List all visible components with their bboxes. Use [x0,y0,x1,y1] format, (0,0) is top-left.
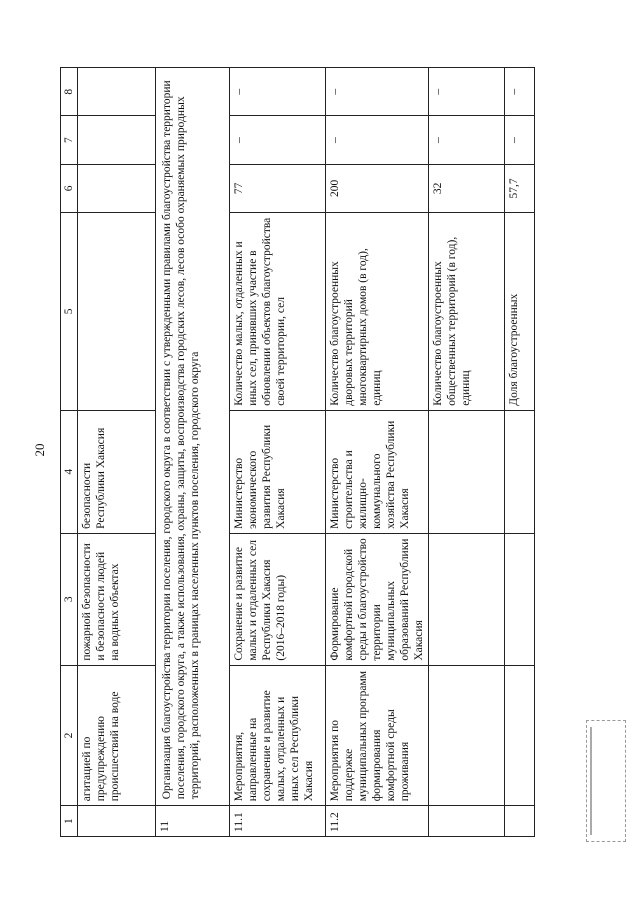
value-cell: – [326,68,429,116]
value-cell [78,116,156,164]
executor-cell: Министерство строительства и жилищно-коммунального хозяйства Республики Хакасия [326,410,429,533]
value-cell: – [505,68,535,116]
header-cell: 4 [61,410,78,533]
rotated-table-container [60,67,580,837]
table-row [505,68,535,837]
indicator-cell: Количество малых, отдаленных и иных сел, принявших участие в обновлении объектов благоустройства своей территории, сел [230,213,326,411]
table-row [230,68,326,837]
value-cell: – [230,116,326,164]
indicator-cell: Количество благоустроенных общественных территорий (в год), единиц [429,213,505,411]
measure-cell: агитацией по предупреждению происшествий на воде [78,665,156,806]
row-number [429,806,505,837]
value-cell [78,164,156,212]
value-cell: – [230,68,326,116]
value-cell: 200 [326,164,429,212]
table-row [429,68,505,837]
executor-cell: Министерство экономического развития Республики Хакасия [230,410,326,533]
header-cell: 3 [61,533,78,665]
value-cell: 32 [429,164,505,212]
table-row [78,68,156,837]
row-number: 11 [156,806,230,837]
header-cell: 1 [61,806,78,837]
executor-cell [429,410,505,533]
row-number: 11.1 [230,806,326,837]
header-cell: 5 [61,213,78,411]
indicator-cell: Доля благоустроенных [505,213,535,411]
value-cell: 77 [230,164,326,212]
program-cell: пожарной безопасности и безопасности людей на водных объектах [78,533,156,665]
program-cell: Формирование комфортной городской среды и благоустройство территории муниципальных образований Республики Хакасия [326,533,429,665]
row-number: 11.2 [326,806,429,837]
measure-cell: Мероприятия, направленные на сохранение и развитие малых, отдаленных и иных сел Республики Хакасия [230,665,326,806]
value-cell: 57,7 [505,164,535,212]
value-cell: – [429,116,505,164]
header-cell: 2 [61,665,78,806]
page-number: 20 [32,443,47,457]
executor-cell [505,410,535,533]
value-cell: – [505,116,535,164]
indicator-table [60,67,535,837]
measure-cell [429,665,505,806]
table-row [326,68,429,837]
header-row [61,68,78,837]
measure-cell [505,665,535,806]
indicator-cell [78,213,156,411]
value-cell: – [429,68,505,116]
row-number [505,806,535,837]
header-cell: 6 [61,164,78,212]
program-cell [429,533,505,665]
program-cell: Сохранение и развитие малых и отдаленных сел Республики Хакасия (2016–2018 годы) [230,533,326,665]
measure-cell: Мероприятия по поддержке муниципальных программ формирования комфортной среды проживания [326,665,429,806]
header-cell: 8 [61,68,78,116]
program-cell [505,533,535,665]
header-cell: 7 [61,116,78,164]
value-cell [78,68,156,116]
executor-cell: безопасности Республики Хакасия [78,410,156,533]
stamp-mark [586,720,626,842]
section-title: Организация благоустройства территории поселения, городского округа в соответствии с утвержденными правилами благоустройства территории поселения, городского округа, а также использования, охраны, защиты, воспроизводства городских лесов, лесов особо охраняемых природных территорий, расположенных в границах населенных пунктов поселения, городского округа [156,68,230,806]
value-cell: – [326,116,429,164]
table-row [156,68,230,837]
indicator-cell: Количество благоустроенных дворовых территорий многоквартирных домов (в год), единиц [326,213,429,411]
row-number [78,806,156,837]
